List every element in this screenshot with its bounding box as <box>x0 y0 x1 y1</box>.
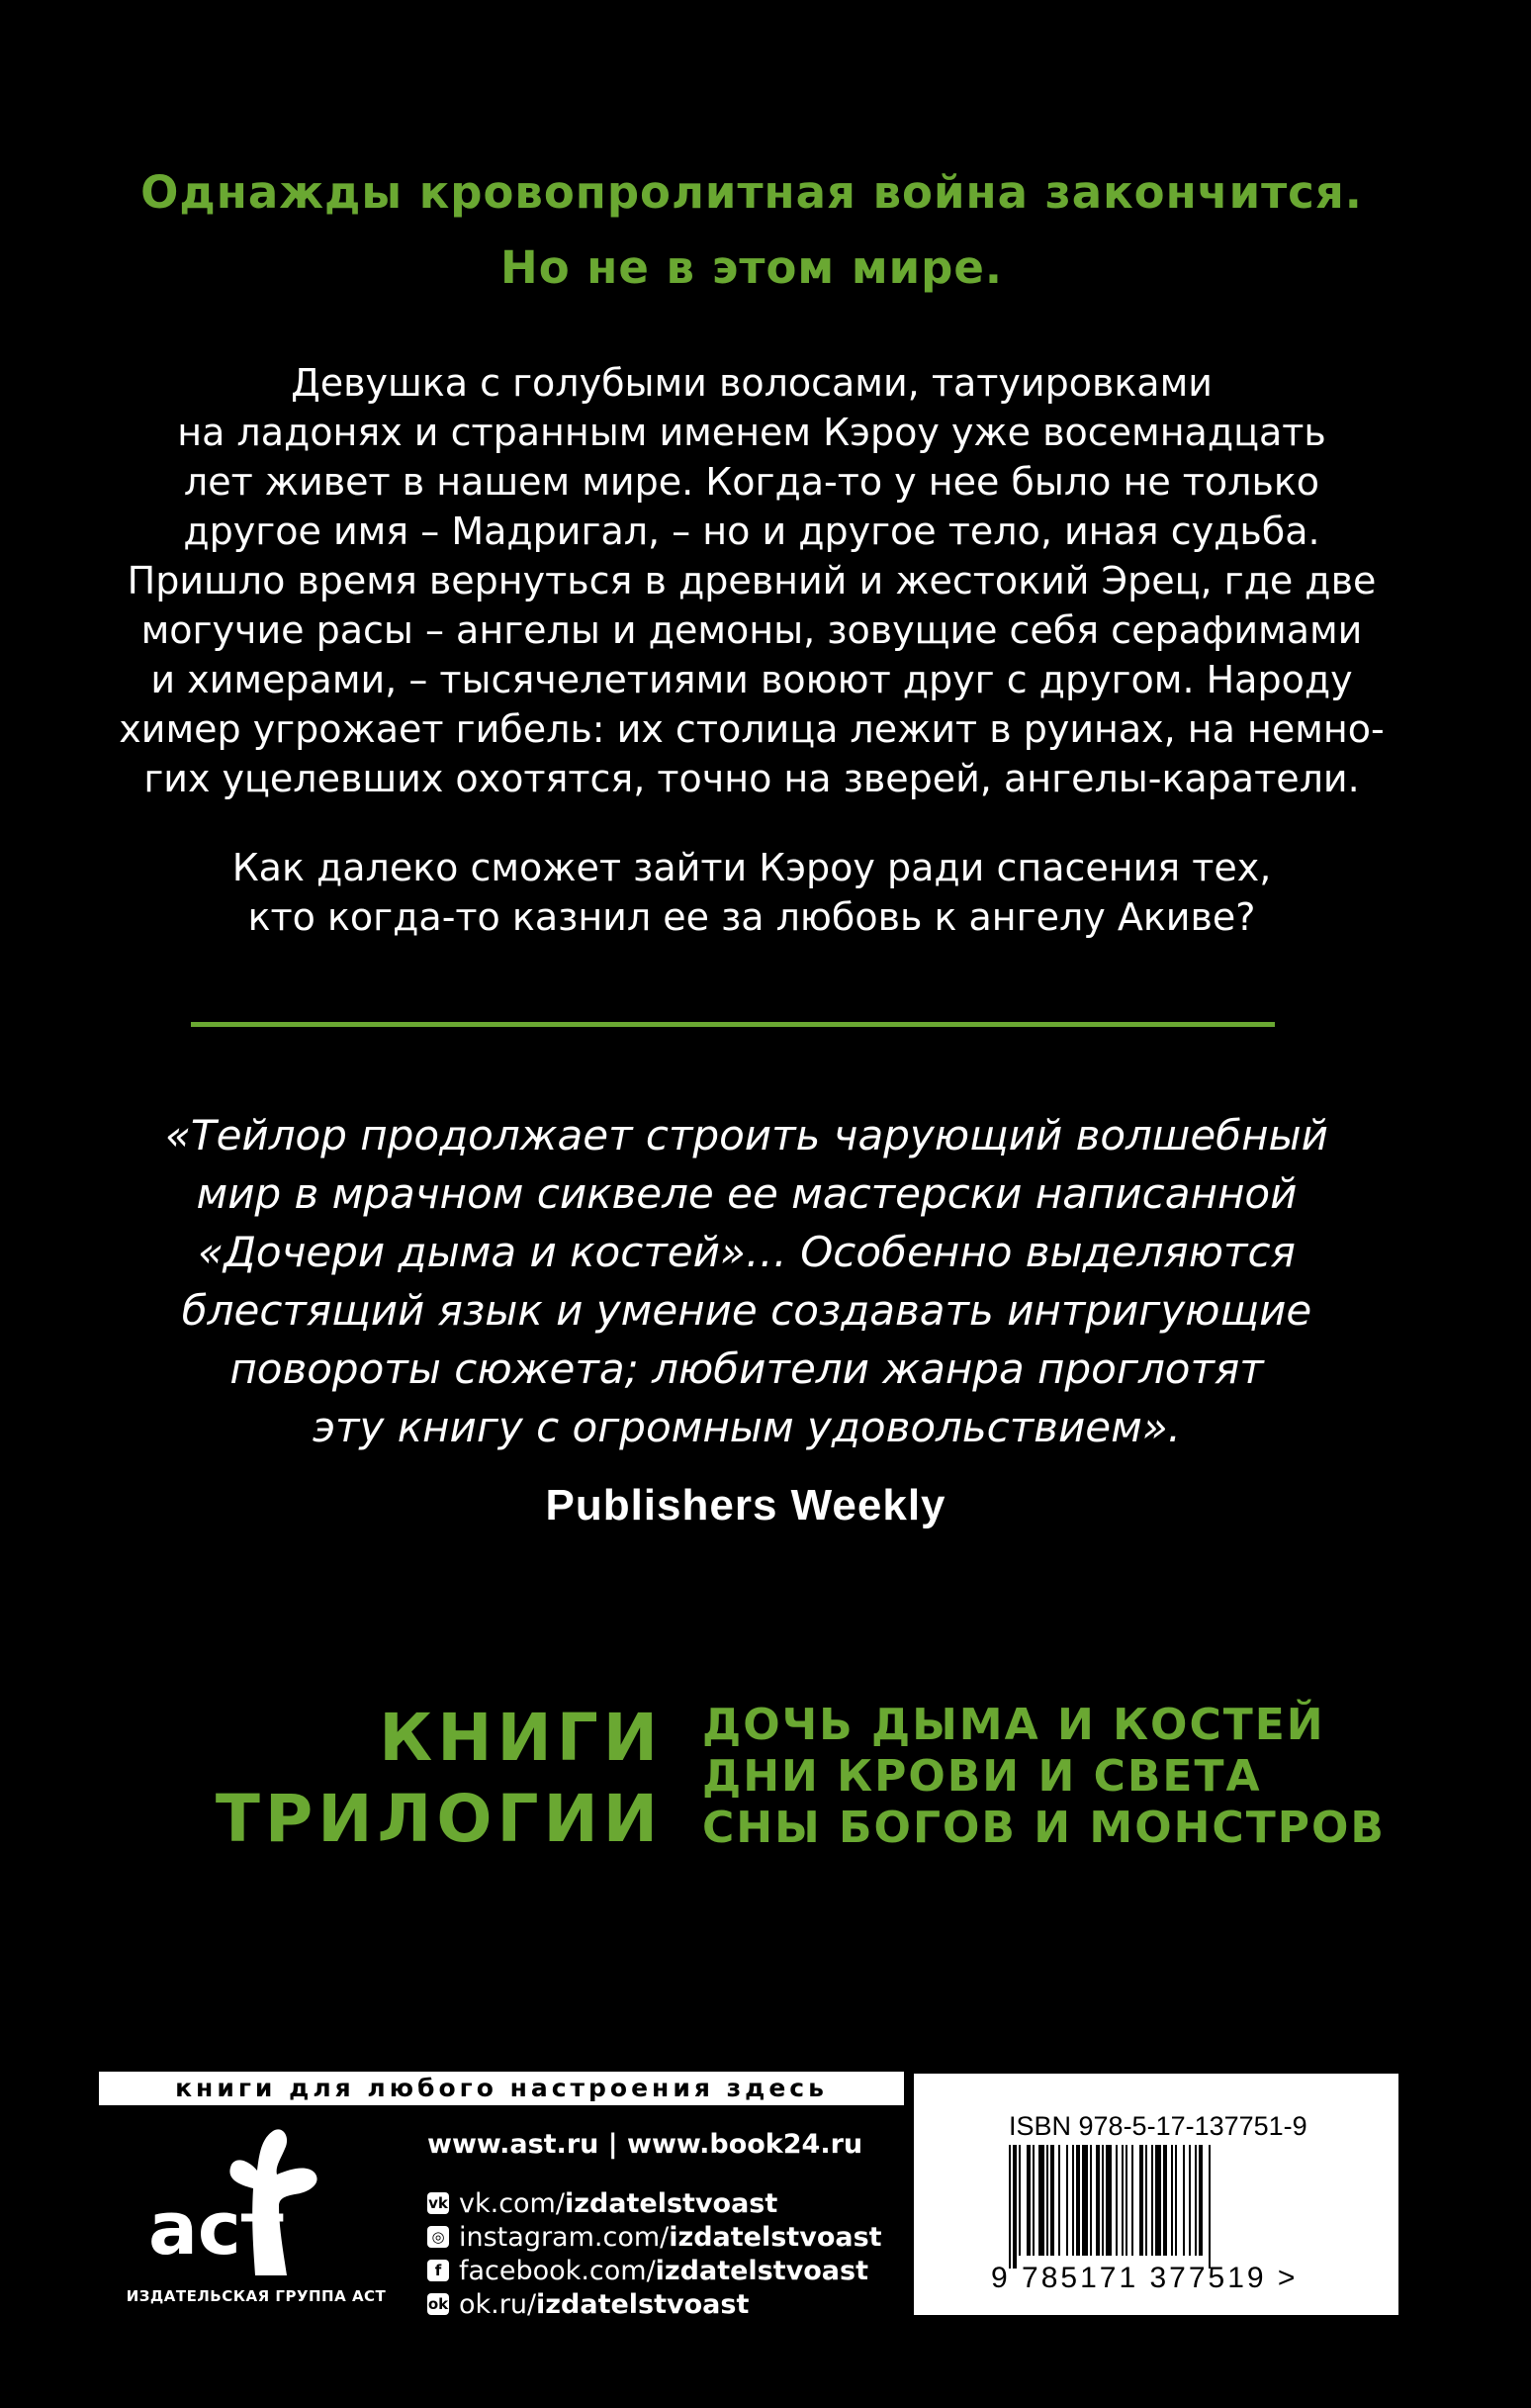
review-line: мир в мрачном сиквеле ее мастерски написанной <box>196 1169 1298 1218</box>
social-link-instagram <box>427 2220 882 2254</box>
description-line: Как далеко сможет зайти Кэроу ради спасения тех, <box>231 846 1272 889</box>
description-line: другое имя – Мадригал, – но и другое тело, иная судьба. <box>183 509 1320 553</box>
description-paragraph-1 <box>89 358 1414 803</box>
facebook-icon: f <box>427 2260 449 2281</box>
barcode-bar <box>1019 2145 1021 2256</box>
barcode-bar <box>1090 2145 1092 2256</box>
trilogy-book-title: СНЫ БОГОВ И МОНСТРОВ <box>702 1803 1386 1853</box>
description-line: на ладонях и странным именем Кэроу уже восемнадцать <box>177 411 1326 454</box>
barcode-bar <box>1027 2145 1031 2256</box>
barcode-bar <box>1072 2145 1074 2256</box>
trilogy-heading-line: КНИГИ <box>379 1700 663 1776</box>
barcode-bar <box>1038 2145 1044 2256</box>
barcode-bar <box>1009 2145 1011 2269</box>
odnoklassniki-icon: ok <box>427 2295 449 2313</box>
barcode-bar <box>1199 2145 1203 2256</box>
tagline-line-2: Но не в этом мире. <box>500 241 1003 294</box>
barcode-icon <box>1009 2145 1306 2269</box>
social-handle: izdatelstvoast <box>536 2288 750 2320</box>
barcode-bar <box>1151 2145 1153 2256</box>
publisher-slogan: книги для любого настроения здесь <box>99 2072 904 2105</box>
social-links <box>427 2186 882 2321</box>
barcode-bar <box>1096 2145 1100 2256</box>
barcode-bar <box>1106 2145 1112 2256</box>
publisher-websites: www.ast.ru | www.book24.ru <box>427 2129 863 2160</box>
social-link-vk <box>427 2186 882 2220</box>
trilogy-book-title: ДОЧЬ ДЫМА И КОСТЕЙ <box>702 1700 1325 1750</box>
barcode-bar <box>1058 2145 1060 2256</box>
description-paragraph-2 <box>89 843 1414 942</box>
social-prefix: facebook.com/ <box>459 2255 656 2286</box>
barcode-bar <box>1046 2145 1048 2256</box>
barcode-bar <box>1066 2145 1068 2256</box>
barcode-bar <box>1209 2145 1211 2269</box>
green-divider <box>191 1022 1275 1027</box>
barcode-bar <box>1082 2145 1088 2256</box>
social-link-odnoklassniki <box>427 2287 882 2321</box>
description-line: и химерами, – тысячелетиями воюют друг с другом. Народу <box>150 658 1353 701</box>
description-line: гих уцелевших охотятся, точно на зверей, ангелы-каратели. <box>143 757 1360 800</box>
social-prefix: ok.ru/ <box>459 2288 537 2320</box>
isbn-barcode-panel <box>914 2074 1398 2315</box>
social-handle: izdatelstvoast <box>655 2255 868 2286</box>
barcode-bar <box>1131 2145 1133 2256</box>
tagline-line-1: Однажды кровопролитная война закончится. <box>140 166 1363 219</box>
barcode-bar <box>1155 2145 1161 2256</box>
barcode-bar <box>1126 2145 1127 2256</box>
review-line: повороты сюжета; любители жанра проглотят <box>229 1344 1264 1393</box>
trilogy-book-list <box>702 1700 1386 1854</box>
barcode-bar <box>1171 2145 1173 2256</box>
barcode-bar <box>1102 2145 1104 2256</box>
barcode-bar <box>1076 2145 1080 2256</box>
instagram-icon: ◎ <box>427 2226 449 2248</box>
ast-logo-lettering: аст <box>148 2186 284 2271</box>
social-handle: izdatelstvoast <box>564 2187 778 2219</box>
social-link-facebook <box>427 2254 882 2287</box>
ast-logo-icon <box>148 2127 356 2275</box>
barcode-bar <box>1033 2145 1035 2256</box>
barcode-bar <box>1195 2145 1197 2256</box>
barcode-bar <box>1139 2145 1143 2256</box>
barcode-bar <box>1116 2145 1118 2256</box>
barcode-bar <box>1183 2145 1185 2256</box>
barcode-bar <box>1050 2145 1054 2256</box>
description-line: химер угрожает гибель: их столица лежит в руинах, на немно- <box>119 707 1385 751</box>
description-line: лет живет в нашем мире. Когда-то у нее было не только <box>183 460 1320 504</box>
barcode-bar <box>1145 2145 1147 2256</box>
description-line: Пришло время вернуться в древний и жестокий Эрец, где две <box>127 559 1377 602</box>
description-line: могучие расы – ангелы и демоны, зовущие себя серафимами <box>140 608 1363 652</box>
publisher-caption: ИЗДАТЕЛЬСКАЯ ГРУППА АСТ <box>126 2287 387 2305</box>
review-line: «Тейлор продолжает строить чарующий волшебный <box>165 1111 1328 1159</box>
social-prefix: instagram.com/ <box>459 2221 670 2253</box>
review-quote <box>59 1106 1434 1456</box>
description-line: Девушка с голубыми волосами, татуировками <box>291 361 1213 405</box>
review-source: Publishers Weekly <box>545 1481 946 1529</box>
social-prefix: vk.com/ <box>459 2187 565 2219</box>
barcode-bar <box>1175 2145 1177 2256</box>
trilogy-book-title: ДНИ КРОВИ И СВЕТА <box>702 1751 1262 1802</box>
review-line: блестящий язык и умение создавать интригующие <box>181 1286 1312 1335</box>
social-handle: izdatelstvoast <box>669 2221 882 2253</box>
review-line: «Дочери дыма и костей»… Особенно выделяются <box>198 1228 1296 1276</box>
vk-icon: vk <box>428 2194 448 2212</box>
barcode-digits: 9 785171 377519 > <box>991 2262 1299 2294</box>
barcode-bar <box>1189 2145 1191 2256</box>
trilogy-heading <box>216 1698 663 1860</box>
trilogy-heading-line: ТРИЛОГИИ <box>215 1781 663 1857</box>
isbn-label: ISBN 978-5-17-137751-9 <box>1009 2111 1307 2141</box>
description-line: кто когда-то казнил ее за любовь к ангелу Акиве? <box>247 895 1256 939</box>
barcode-bar <box>1163 2145 1167 2256</box>
barcode-bar <box>1122 2145 1124 2256</box>
review-line: эту книгу с огромным удовольствием». <box>312 1403 1182 1451</box>
barcode-bar <box>1013 2145 1017 2269</box>
